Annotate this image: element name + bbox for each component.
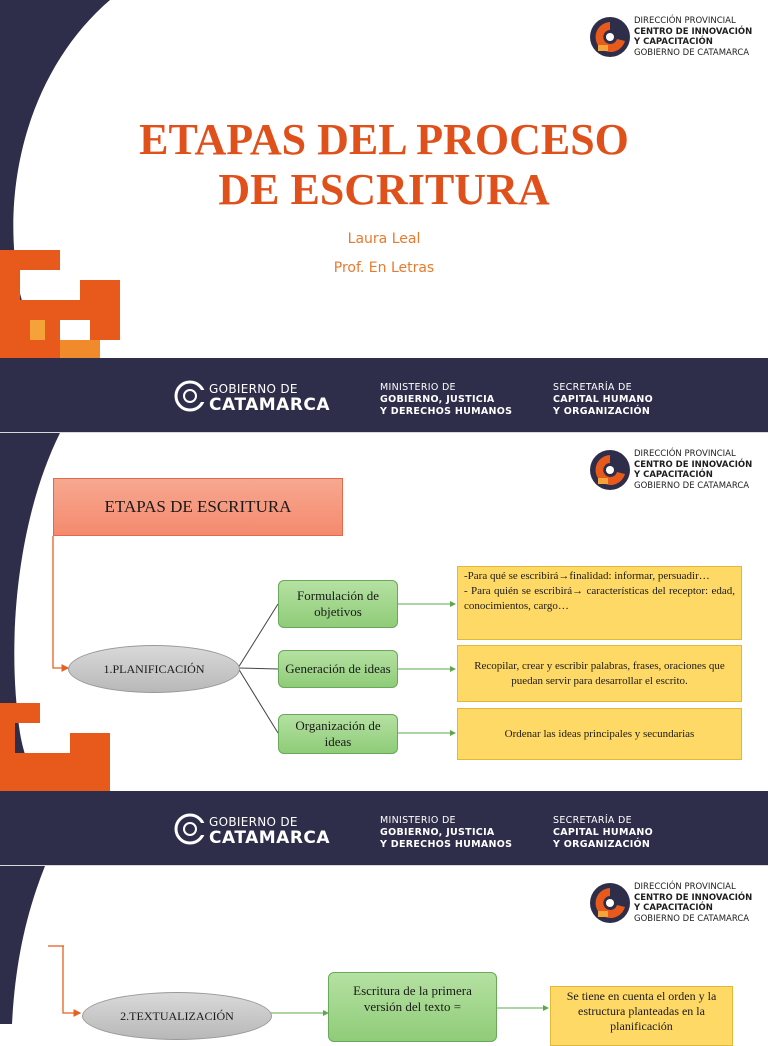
step-escritura: Escritura de la primera versión del texto =: [328, 972, 497, 1042]
ministerio-line-1: MINISTERIO DE: [380, 382, 456, 393]
secretaria-line-1: SECRETARÍA DE: [553, 382, 632, 393]
brand-line-4: GOBIERNO DE CATAMARCA: [634, 480, 750, 491]
detail-organizacion: Ordenar las ideas principales y secundarias: [457, 708, 742, 760]
secretaria-line-2: CAPITAL HUMANO: [553, 394, 653, 405]
step-formulacion: Formulación de objetivos: [278, 580, 398, 628]
ministerio-line-2: GOBIERNO, JUSTICIA: [380, 827, 495, 838]
footer-gob-big: CATAMARCA: [209, 828, 331, 848]
brand-line-2: CENTRO DE INNOVACIÓN: [634, 892, 753, 903]
footer-gob-big: CATAMARCA: [209, 395, 331, 415]
title-line-2: DE ESCRITURA: [218, 165, 550, 214]
page-title: [0, 115, 768, 215]
brand-line-3: Y CAPACITACIÓN: [634, 903, 713, 913]
footer-band: [0, 358, 768, 432]
author-name: Laura Leal: [347, 231, 421, 247]
footer-ministerio: [380, 382, 512, 418]
brand-line-1: DIRECCIÓN PROVINCIAL: [634, 16, 736, 26]
author-role: Prof. En Letras: [333, 260, 435, 276]
stage-textualizacion: 2.TEXTUALIZACIÓN: [82, 992, 272, 1040]
brand-line-4: GOBIERNO DE CATAMARCA: [634, 47, 750, 58]
secretaria-line-2: CAPITAL HUMANO: [553, 827, 653, 838]
ministerio-line-3: Y DERECHOS HUMANOS: [380, 839, 513, 850]
footer-secretaria: [553, 382, 653, 418]
secretaria-line-3: Y ORGANIZACIÓN: [553, 839, 651, 850]
footer-gob-small: GOBIERNO DE: [209, 382, 298, 396]
catamarca-c-logo-icon: [174, 813, 206, 845]
step-generacion: Generación de ideas: [278, 650, 398, 688]
footer-secretaria: [553, 815, 653, 851]
slide-planificacion: [0, 433, 768, 865]
footer-gob-small: GOBIERNO DE: [209, 815, 298, 829]
brand-line-3: Y CAPACITACIÓN: [634, 470, 713, 480]
brand-line-2: CENTRO DE INNOVACIÓN: [634, 459, 753, 470]
ministerio-line-1: MINISTERIO DE: [380, 815, 456, 826]
secretaria-line-1: SECRETARÍA DE: [553, 815, 632, 826]
detail-generacion: Recopilar, crear y escribir palabras, frases, oraciones que puedan servir para desarrollar el escrito.: [457, 645, 742, 702]
stage-planificacion: 1.PLANIFICACIÓN: [68, 645, 240, 693]
brand-line-3: Y CAPACITACIÓN: [634, 37, 713, 47]
brand-line-1: DIRECCIÓN PROVINCIAL: [634, 882, 736, 892]
centro-innovacion-logo: [588, 14, 758, 60]
step-organizacion: Organización de ideas: [278, 714, 398, 754]
brand-line-4: GOBIERNO DE CATAMARCA: [634, 913, 750, 924]
detail-formulacion: -Para qué se escribirá→finalidad: informar, persuadir… - Para quién se escribirá→ características del receptor: edad, conocimientos, cargo…: [457, 566, 742, 640]
footer-ministerio: [380, 815, 512, 851]
catamarca-c-logo-icon: [174, 380, 206, 412]
slide-textualizacion: [0, 866, 768, 1033]
brand-line-1: DIRECCIÓN PROVINCIAL: [634, 449, 736, 459]
title-line-1: ETAPAS DEL PROCESO: [139, 115, 629, 164]
stages-heading: ETAPAS DE ESCRITURA: [53, 478, 343, 536]
ministerio-line-3: Y DERECHOS HUMANOS: [380, 406, 513, 417]
ministerio-line-2: GOBIERNO, JUSTICIA: [380, 394, 495, 405]
detail-textualizacion: Se tiene en cuenta el orden y la estructura planteadas en la planificación: [550, 986, 733, 1046]
slide-title: [0, 0, 768, 432]
brand-line-2: CENTRO DE INNOVACIÓN: [634, 26, 753, 37]
centro-innovacion-logo-icon: [588, 15, 632, 59]
secretaria-line-3: Y ORGANIZACIÓN: [553, 406, 651, 417]
footer-band: [0, 791, 768, 865]
